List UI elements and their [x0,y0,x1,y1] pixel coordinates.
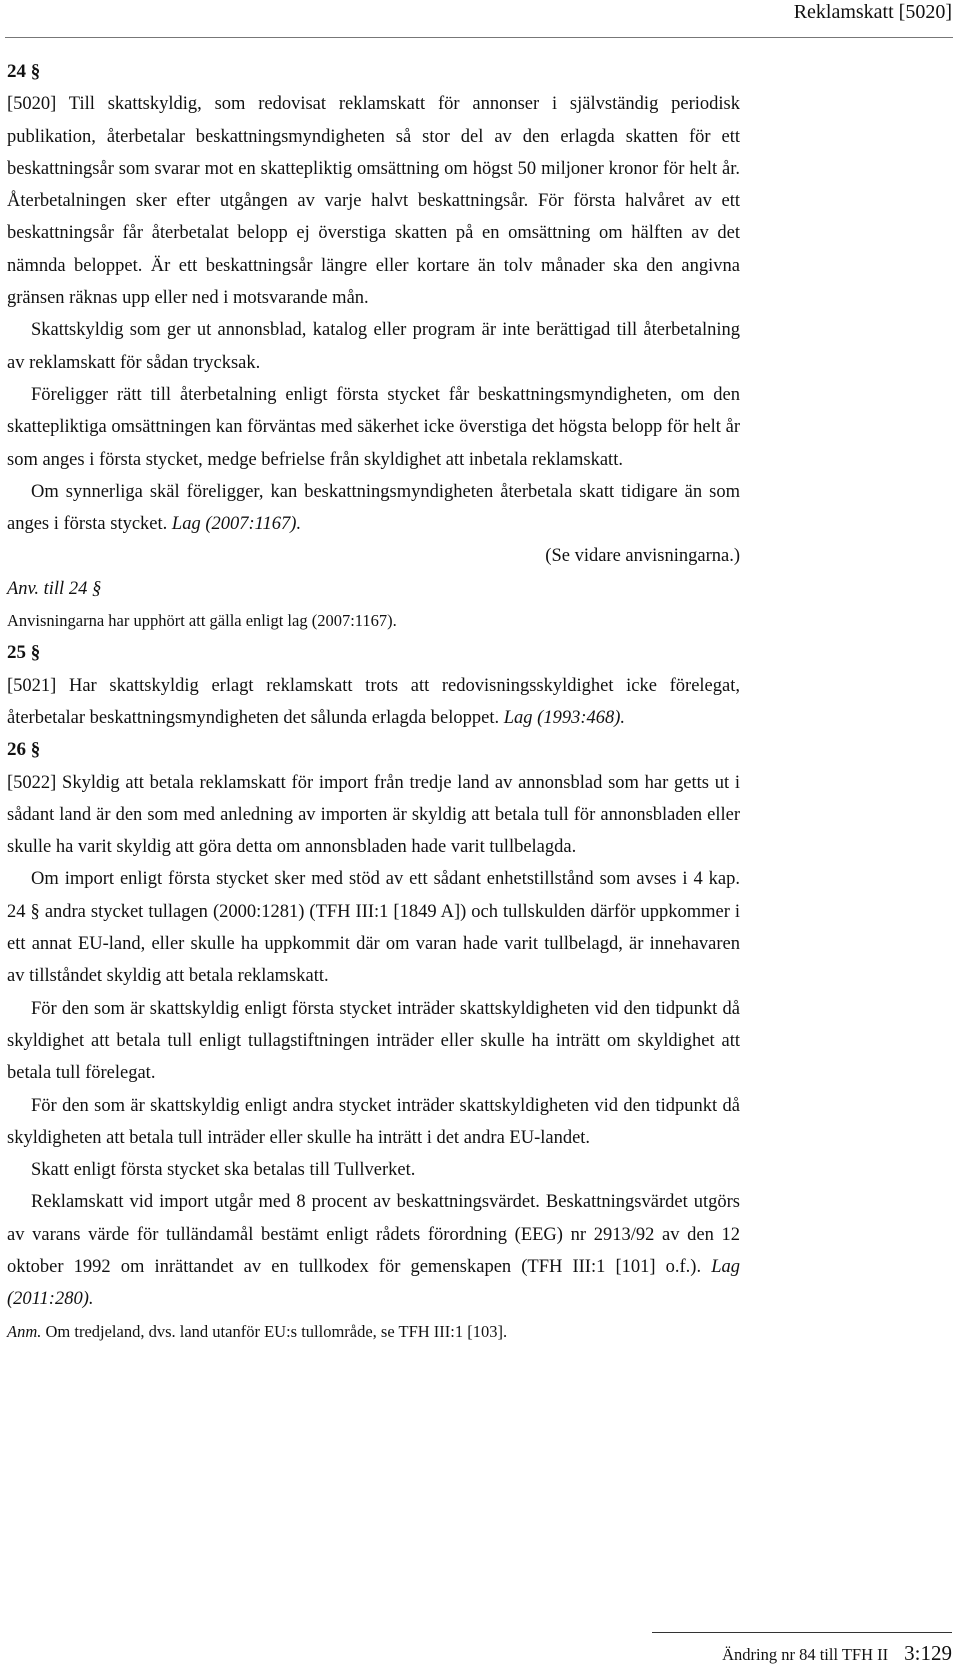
paragraph-text: [5021] Har skattskyldig erlagt reklamskatt trots att redovisningsskyldighet icke förelegat, återbetalar beskattningsmyndigheten det sålunda erlagda beloppet. [7,675,740,728]
paragraph: För den som är skattskyldig enligt andra stycket inträder skattskyldigheten vid den tidpunkt då skyldigheten att betala tull inträder eller skulle ha inträtt i det andra EU-landet. [7,1095,740,1148]
instructions-heading [7,573,740,605]
paragraph: [5022] Skyldig att betala reklamskatt för import från tredje land av annonsblad som har getts ut i sådant land är den som med anledning av importen är skyldig att betala tull för annonsbladen eller skulle ha varit skyldig att göra detta om annonsbladen hade varit tullbelagda. [7,772,740,858]
paragraph: Skatt enligt första stycket ska betalas till Tullverket. [31,1160,416,1181]
paragraph: För den som är skattskyldig enligt första stycket inträder skattskyldigheten vid den tidpunkt då skyldighet att betala tull enligt tullagstiftningen inträder eller skulle ha inträtt om skyldighet att betala tull förelegat. [7,998,740,1084]
section-sign: § [30,901,40,922]
paragraph-text: andra stycket tullagen (2000:1281) (TFH III:1 [1849 A]) och tullskulden därför uppkommer i ett annat EU-land, eller skulle ha uppkommit där om varan hade varit tullbelagd, är innehavaren av tillståndet skyldig att betala reklamskatt. [7,901,741,987]
document-body [7,56,740,1348]
section-heading-24 [7,56,740,88]
paragraph: Skattskyldig som ger ut annonsblad, katalog eller program är inte berättigad till återbetalning av reklamskatt för sådan trycksak. [7,320,740,373]
paragraph: Föreligger rätt till återbetalning enligt första stycket får beskattningsmyndigheten, om den skattepliktiga omsättningen kan förväntas med säkerhet icke överstiga det högsta belopp för helt år som anges i första stycket, medge befrielse från skyldighet att inbetala reklamskatt. [7,384,740,470]
section-heading-25 [7,637,740,669]
instructions-label: Anv. till 24 [7,578,88,599]
section-number: 26 [7,739,26,761]
paragraph: [5020] Till skattskyldig, som redovisat reklamskatt för annonser i självständig periodisk publikation, återbetalar beskattningsmyndigheten så stor del av den erlagda skatten för ett beskattningsår som svarar mot en skattepliktig omsättning om högst 50 miljoner kronor för helt år. Återbetalningen sker efter utgången av varje halvt beskattningsår. För första halvåret av ett beskattningsår får återbetalat belopp ej överstiga skatten på en omsättning om hälften av det nämnda beloppet. Är ett beskattningsår längre eller kortare än tolv månader ska den angivna gränsen räknas upp eller ned i motsvarande mån. [7,94,740,309]
section-sign: § [91,578,102,599]
annotation [7,1316,740,1348]
change-note: Ändring nr 84 till TFH II [722,1645,889,1664]
page-number: 3:129 [904,1641,952,1665]
paragraph-text: Om synnerliga skäl föreligger, kan beskattningsmyndigheten återbetala skatt tidigare än som anges i första stycket. [7,481,740,535]
header-divider [5,37,953,38]
law-reference: Lag (2007:1167). [171,514,302,535]
law-reference: Lag (2011:280). [7,1256,740,1310]
section-heading-26 [7,734,740,766]
instructions-text: Anvisningarna har upphört att gälla enligt lag (2007:1167). [7,611,397,631]
section-number: 24 [7,61,26,82]
page-footer [652,1632,952,1672]
page-header [0,0,960,40]
see-instructions-note: (Se vidare anvisningarna.) [545,546,740,567]
paragraph [7,1186,740,1315]
law-reference: Lag (1993:468). [503,707,626,728]
annotation-label: Anm. [7,1321,42,1341]
paragraph-text: Om import enligt första stycket sker med stöd av ett sådant enhetstillstånd som avses i 4 kap. 24 [7,869,740,922]
section-sign: § [30,739,41,761]
section-sign: § [30,61,41,82]
paragraph [7,476,740,541]
section-sign: § [30,642,41,664]
section-number: 25 [7,642,26,664]
annotation-text: Om tredjeland, dvs. land utanför EU:s tullområde, se TFH III:1 [103]. [45,1321,508,1341]
footer-divider [652,1632,952,1633]
paragraph-text: Reklamskatt vid import utgår med 8 procent av beskattningsvärdet. Beskattningsvärdet utgörs av varans värde för tulländamål bestämt enligt rådets förordning (EEG) nr 2913/92 av den 12 oktober 1992 om inrättandet av en tullkodex för gemenskapen (TFH III:1 [101] o.f.). [7,1192,740,1277]
running-title: Reklamskatt [5020] [793,1,952,23]
footer-text [722,1641,952,1666]
paragraph [7,670,740,735]
paragraph [7,863,740,992]
